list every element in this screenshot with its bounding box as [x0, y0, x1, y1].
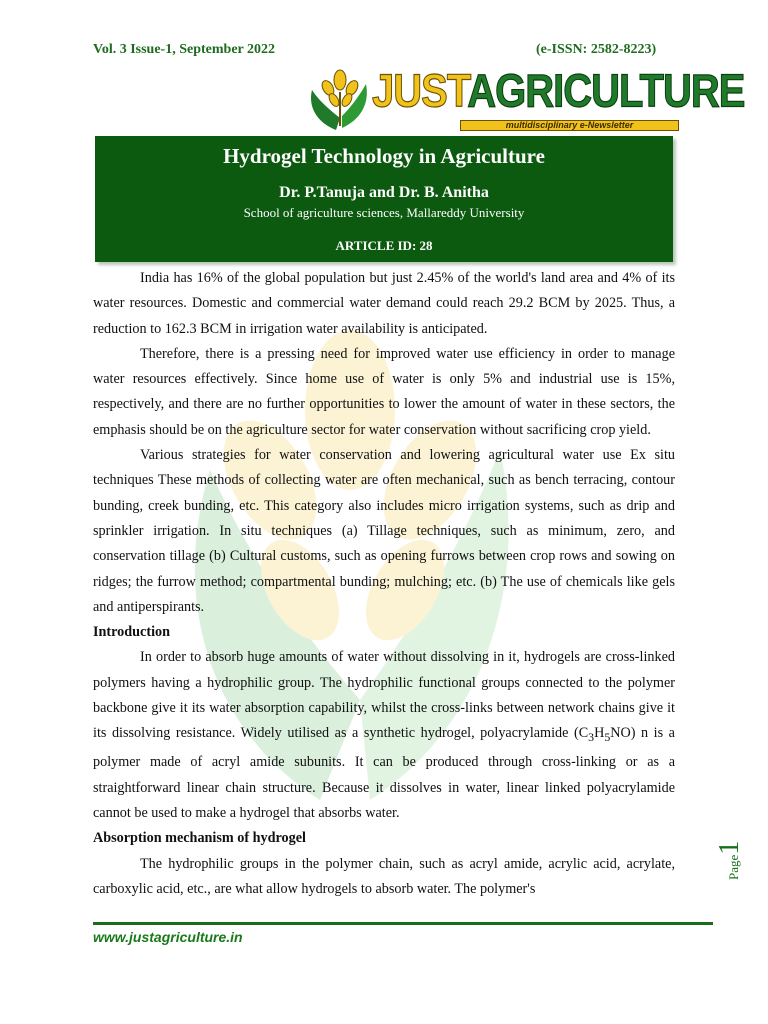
subscript-c: 3 — [588, 730, 595, 745]
body-paragraph-3: Various strategies for water conservation and lowering agricultural water use Ex situ techniques These methods of collecting water are often mechanical, such as bench terracing, contour bunding, creek bunding, etc. This category also includes micro irrigation systems, such as drip and sprinkler irrigation. In situ techniques (a) Tillage techniques, such as minimum, zero, and conservation tillage (b) Cultural customs, such as opening furrows between crop rows and sowing on ridges; the furrow method; compartmental bunding; mulching; etc. (b) The use of chemicals like gels and antiperspirants. — [93, 447, 675, 615]
journal-issn: (e-ISSN: 2582-8223) — [536, 42, 657, 57]
body-paragraph-2: Therefore, there is a pressing need for improved water use efficiency in order to manage water resources effectively. Since home use of water is only 5% and industrial use is 15%, respectively, and there are no further opportunities to lower the amount of water in these sectors, the emphasis should be on the agriculture sector for water conservation without sacrificing crop yield. — [93, 345, 675, 438]
section-heading-introduction: Introduction — [93, 624, 170, 641]
body-paragraph-5: The hydrophilic groups in the polymer chain, such as acryl amide, acrylic acid, acrylate, carboxylic acid, etc., are what allow hydrogels to absorb water. The polymer's — [93, 855, 675, 897]
article-title-banner — [95, 136, 673, 262]
formula-h: H — [594, 725, 605, 742]
logo-word-agriculture: AGRICULTURE — [467, 66, 745, 117]
page-number: 1 — [714, 840, 745, 855]
article-body — [93, 266, 675, 902]
section-heading-absorption: Absorption mechanism of hydrogel — [93, 830, 306, 847]
article-id: ARTICLE ID: 28 — [335, 238, 433, 253]
journal-volume: Vol. 3 Issue-1, September 2022 — [93, 42, 276, 57]
logo-tagline: multidisciplinary e-Newsletter — [460, 120, 679, 131]
logo-wordmark — [372, 66, 744, 117]
article-title: Hydrogel Technology in Agriculture — [223, 144, 545, 168]
subscript-h: 5 — [604, 730, 611, 745]
paragraph-4-part-a: In order to absorb huge amounts of water without dissolving in it, hydrogels are cross-linked polymers having a hydrophilic group. The hydrophilic functional groups connected to the polymer backbone give it its water absorption capability, whilst the cross-links between network chains give it its dissolving resistance. Widely utilised as a synthetic hydrogel, polyacrylamide (C — [93, 649, 675, 742]
just-agriculture-logo — [306, 62, 745, 134]
footer-divider — [93, 922, 713, 925]
body-paragraph-4 — [93, 645, 675, 826]
logo-word-just: JUST — [372, 66, 468, 117]
footer-website-link[interactable]: www.justagriculture.in — [93, 929, 243, 945]
body-paragraph-1: India has 16% of the global population but just 2.45% of the world's land area and 4% of its water resources. Domestic and commercial water demand could reach 29.2 BCM by 2025. Thus, a reduction to 162.3 BCM in irrigation water availability is anticipated. — [93, 270, 675, 337]
paragraph-4-part-b: NO) n is a polymer made of acryl amide subunits. It can be produced through cross-linking or as a straightforward linear chain structure. Because it dissolves in water, linear linked polyacrylamide cannot be used to make a hydrogel that absorbs water. — [93, 725, 675, 822]
article-authors: Dr. P.Tanuja and Dr. B. Anitha — [279, 184, 489, 201]
page-label: Page — [726, 854, 741, 880]
author-affiliation: School of agriculture sciences, Mallareddy University — [243, 205, 525, 220]
wheat-leaf-icon — [306, 62, 376, 134]
page-number-marker — [714, 841, 746, 880]
